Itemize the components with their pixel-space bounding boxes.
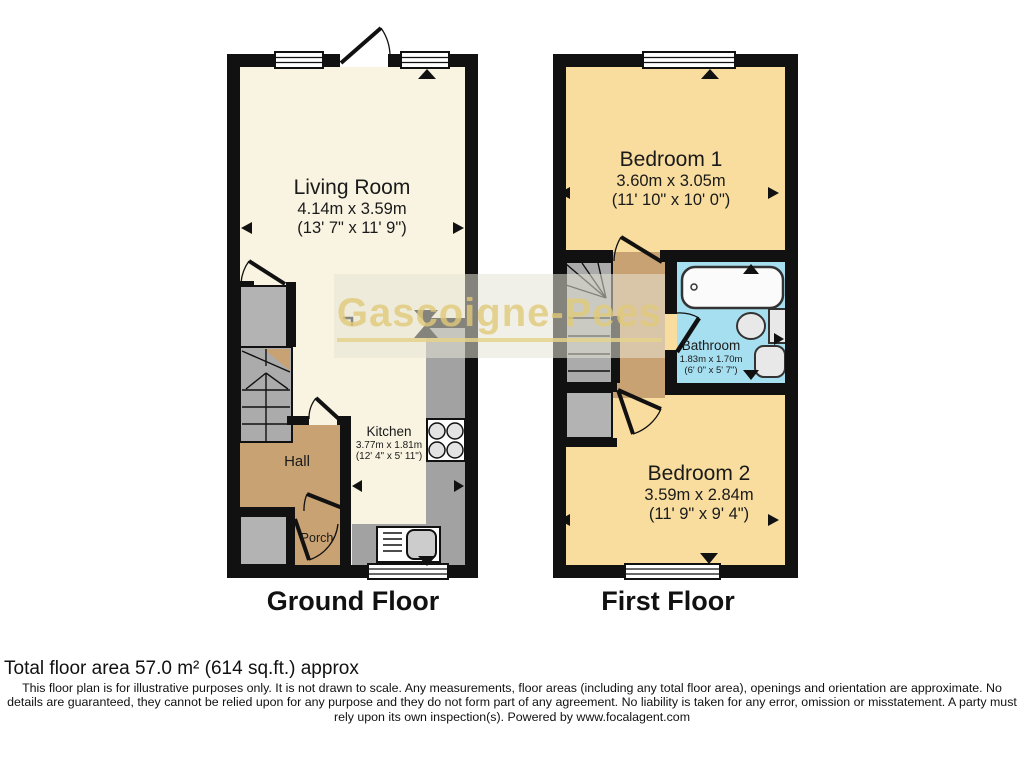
ground-floor-title: Ground Floor	[266, 586, 440, 616]
hob	[427, 419, 465, 461]
room-name: Hall	[284, 453, 310, 470]
wash-basin	[755, 346, 785, 377]
disclaimer-text: This floor plan is for illustrative purposes only. It is not drawn to scale. Any measurements, floor areas (including any total floor area), openings and orientation are approximate. No details are guaranteed, they cannot be relied upon for any purpose and they do not form part of any agreement. No liability is taken for any error, omission or misstatement. A party must rely upon its own inspection(s). Powered by www.focalagent.com	[7, 681, 1017, 724]
total-floor-area: Total floor area 57.0 m² (614 sq.ft.) approx	[4, 658, 359, 679]
room-name: Kitchen	[366, 424, 412, 439]
window	[625, 564, 720, 579]
ground-closet	[240, 516, 287, 565]
watermark	[334, 274, 665, 358]
room-name: Bathroom	[681, 338, 741, 353]
room-dims-imperial: (12' 4" x 5' 11")	[355, 451, 423, 463]
room-dims-imperial: (6' 0" x 5' 7")	[684, 364, 738, 376]
room-dims-metric: 3.59m x 2.84m	[644, 486, 754, 505]
room-name: Bedroom 1	[619, 148, 723, 171]
room-name: Bedroom 2	[647, 462, 751, 485]
room-dims-imperial: (13' 7" x 11' 9")	[297, 219, 407, 238]
staircase-ground	[240, 347, 292, 442]
window	[643, 52, 735, 68]
bathtub	[682, 267, 783, 308]
kitchen-label	[356, 424, 422, 463]
room-dims-metric: 1.83m x 1.70m	[679, 353, 743, 365]
first-closet	[566, 392, 612, 438]
window	[368, 564, 448, 579]
room-dims-imperial: (11' 10" x 10' 0")	[611, 191, 731, 210]
first-floor-title: First Floor	[601, 586, 735, 616]
watermark-text: Gascoigne-Pees	[337, 291, 662, 342]
room-dims-metric: 3.77m x 1.81m	[355, 439, 423, 451]
bathroom-label	[680, 338, 743, 376]
room-dims-metric: 4.14m x 3.59m	[297, 200, 407, 219]
living-room-label	[294, 176, 411, 239]
bedroom2-label	[644, 462, 753, 525]
porch-label	[301, 531, 334, 546]
room-name: Porch	[300, 531, 334, 545]
window	[401, 52, 449, 68]
cupboard	[240, 286, 287, 347]
room-dims-metric: 3.60m x 3.05m	[616, 172, 726, 191]
window	[275, 52, 323, 68]
bedroom1-label	[612, 148, 731, 211]
room-name: Living Room	[293, 176, 411, 199]
hall-label	[284, 453, 310, 470]
room-dims-imperial: (11' 9" x 9' 4")	[648, 505, 750, 524]
